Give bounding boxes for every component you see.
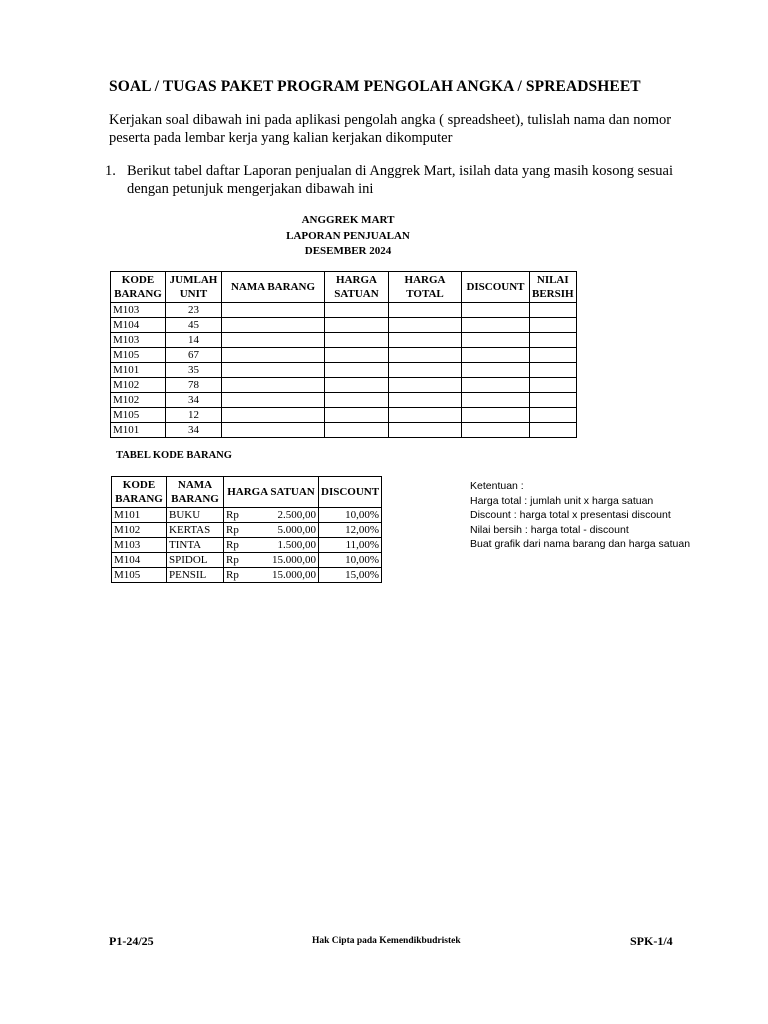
cell-empty — [462, 408, 530, 423]
sales-table-header — [111, 272, 577, 303]
cell-discount: 11,00% — [319, 538, 382, 553]
ketentuan-line: Discount : harga total x presentasi discount — [470, 509, 671, 521]
cell-harga: 1.500,00 — [244, 538, 319, 553]
table-row — [112, 523, 382, 538]
cell-harga: 15.000,00 — [244, 568, 319, 583]
cell-jumlah: 14 — [166, 333, 222, 348]
sales-table — [110, 271, 577, 438]
cell-kode: M101 — [111, 423, 166, 438]
cell-empty — [222, 393, 325, 408]
cell-jumlah: 23 — [166, 303, 222, 318]
table-row — [111, 378, 577, 393]
cell-currency: Rp — [224, 538, 244, 553]
cell-empty — [530, 378, 577, 393]
table-row — [112, 568, 382, 583]
col-jumlah-unit: JUMLAH UNIT — [166, 272, 222, 303]
table-row — [112, 553, 382, 568]
col-harga-satuan: HARGA SATUAN — [224, 477, 319, 508]
ketentuan-line: Nilai bersih : harga total - discount — [470, 523, 629, 536]
cell-empty — [389, 423, 462, 438]
code-table-title: TABEL KODE BARANG — [116, 450, 232, 461]
cell-jumlah: 35 — [166, 363, 222, 378]
col-harga-satuan: HARGA SATUAN — [325, 272, 389, 303]
cell-empty — [325, 318, 389, 333]
table-row — [111, 333, 577, 348]
col-discount: DISCOUNT — [319, 477, 382, 508]
cell-empty — [530, 408, 577, 423]
cell-currency: Rp — [224, 508, 244, 523]
cell-empty — [389, 363, 462, 378]
cell-discount: 10,00% — [319, 508, 382, 523]
cell-empty — [462, 303, 530, 318]
cell-empty — [389, 333, 462, 348]
table-row — [111, 303, 577, 318]
cell-kode: M102 — [112, 523, 167, 538]
cell-currency: Rp — [224, 553, 244, 568]
report-heading — [0, 213, 696, 260]
col-kode-barang: KODE BARANG — [111, 272, 166, 303]
cell-empty — [389, 408, 462, 423]
table-row — [111, 318, 577, 333]
cell-empty — [325, 348, 389, 363]
footer-center: Hak Cipta pada Kemendikbudristek — [312, 936, 461, 946]
cell-kode: M105 — [112, 568, 167, 583]
cell-empty — [325, 303, 389, 318]
cell-empty — [222, 318, 325, 333]
cell-empty — [325, 423, 389, 438]
table-row — [112, 508, 382, 523]
cell-discount: 15,00% — [319, 568, 382, 583]
col-nama-barang: NAMA BARANG — [167, 477, 224, 508]
ketentuan-box — [470, 479, 690, 552]
col-discount: DISCOUNT — [462, 272, 530, 303]
cell-jumlah: 12 — [166, 408, 222, 423]
cell-harga: 15.000,00 — [244, 553, 319, 568]
cell-kode: M105 — [111, 348, 166, 363]
footer-left: P1-24/25 — [109, 934, 154, 948]
ketentuan-title: Ketentuan : — [470, 480, 524, 492]
cell-empty — [389, 303, 462, 318]
cell-kode: M104 — [112, 553, 167, 568]
cell-jumlah: 34 — [166, 423, 222, 438]
cell-empty — [222, 408, 325, 423]
cell-empty — [325, 408, 389, 423]
cell-empty — [222, 333, 325, 348]
cell-kode: M103 — [111, 333, 166, 348]
cell-empty — [462, 318, 530, 333]
cell-empty — [462, 333, 530, 348]
intro-paragraph: Kerjakan soal dibawah ini pada aplikasi pengolah angka ( spreadsheet), tulislah nama dan nomor peserta pada lembar kerja yang kalian kerjakan dikomputer — [109, 112, 672, 146]
ketentuan-line: Harga total : jumlah unit x harga satuan — [470, 494, 654, 507]
cell-harga: 5.000,00 — [244, 523, 319, 538]
cell-kode: M105 — [111, 408, 166, 423]
cell-nama: SPIDOL — [167, 553, 224, 568]
cell-nama: PENSIL — [167, 568, 224, 583]
ketentuan-line: Buat grafik dari nama barang dan harga satuan — [470, 538, 691, 550]
cell-kode: M103 — [111, 303, 166, 318]
cell-empty — [462, 348, 530, 363]
table-row — [111, 393, 577, 408]
cell-empty — [530, 423, 577, 438]
cell-discount: 12,00% — [319, 523, 382, 538]
table-row — [111, 408, 577, 423]
cell-nama: BUKU — [167, 508, 224, 523]
cell-empty — [389, 348, 462, 363]
question-number: 1. — [105, 163, 116, 179]
cell-empty — [530, 363, 577, 378]
cell-empty — [389, 378, 462, 393]
cell-kode: M102 — [111, 393, 166, 408]
col-kode-barang: KODE BARANG — [112, 477, 167, 508]
cell-empty — [222, 363, 325, 378]
question-1 — [105, 162, 705, 198]
table-row — [111, 348, 577, 363]
cell-kode: M104 — [111, 318, 166, 333]
cell-empty — [530, 318, 577, 333]
footer-right: SPK-1/4 — [630, 934, 673, 948]
cell-empty — [222, 423, 325, 438]
cell-jumlah: 45 — [166, 318, 222, 333]
col-harga-total: HARGA TOTAL — [389, 272, 462, 303]
cell-empty — [222, 303, 325, 318]
table-row — [111, 363, 577, 378]
report-heading-line3: DESEMBER 2024 — [304, 245, 392, 257]
cell-empty — [389, 393, 462, 408]
cell-kode: M102 — [111, 378, 166, 393]
cell-currency: Rp — [224, 523, 244, 538]
code-table-header — [112, 477, 382, 508]
cell-empty — [325, 393, 389, 408]
cell-jumlah: 67 — [166, 348, 222, 363]
col-nama-barang: NAMA BARANG — [222, 272, 325, 303]
report-heading-line1: ANGGREK MART — [301, 214, 395, 226]
col-nilai-bersih: NILAI BERSIH — [530, 272, 577, 303]
cell-kode: M103 — [112, 538, 167, 553]
cell-nama: KERTAS — [167, 523, 224, 538]
cell-currency: Rp — [224, 568, 244, 583]
cell-empty — [462, 363, 530, 378]
question-text: Berikut tabel daftar Laporan penjualan di Anggrek Mart, isilah data yang masih kosong sesuai dengan petunjuk mengerjakan dibawah ini — [127, 163, 674, 197]
table-row — [112, 538, 382, 553]
cell-empty — [325, 363, 389, 378]
doc-title: SOAL / TUGAS PAKET PROGRAM PENGOLAH ANGKA / SPREADSHEET — [109, 78, 641, 95]
cell-kode: M101 — [111, 363, 166, 378]
cell-jumlah: 78 — [166, 378, 222, 393]
cell-empty — [462, 378, 530, 393]
report-heading-line2: LAPORAN PENJUALAN — [286, 229, 410, 242]
cell-empty — [389, 318, 462, 333]
cell-empty — [530, 303, 577, 318]
cell-empty — [222, 348, 325, 363]
cell-empty — [325, 333, 389, 348]
cell-empty — [530, 393, 577, 408]
table-row — [111, 423, 577, 438]
cell-discount: 10,00% — [319, 553, 382, 568]
cell-empty — [530, 333, 577, 348]
cell-kode: M101 — [112, 508, 167, 523]
cell-empty — [462, 423, 530, 438]
code-table — [111, 476, 382, 583]
cell-harga: 2.500,00 — [244, 508, 319, 523]
cell-empty — [462, 393, 530, 408]
cell-jumlah: 34 — [166, 393, 222, 408]
cell-empty — [530, 348, 577, 363]
cell-nama: TINTA — [167, 538, 224, 553]
cell-empty — [222, 378, 325, 393]
cell-empty — [325, 378, 389, 393]
